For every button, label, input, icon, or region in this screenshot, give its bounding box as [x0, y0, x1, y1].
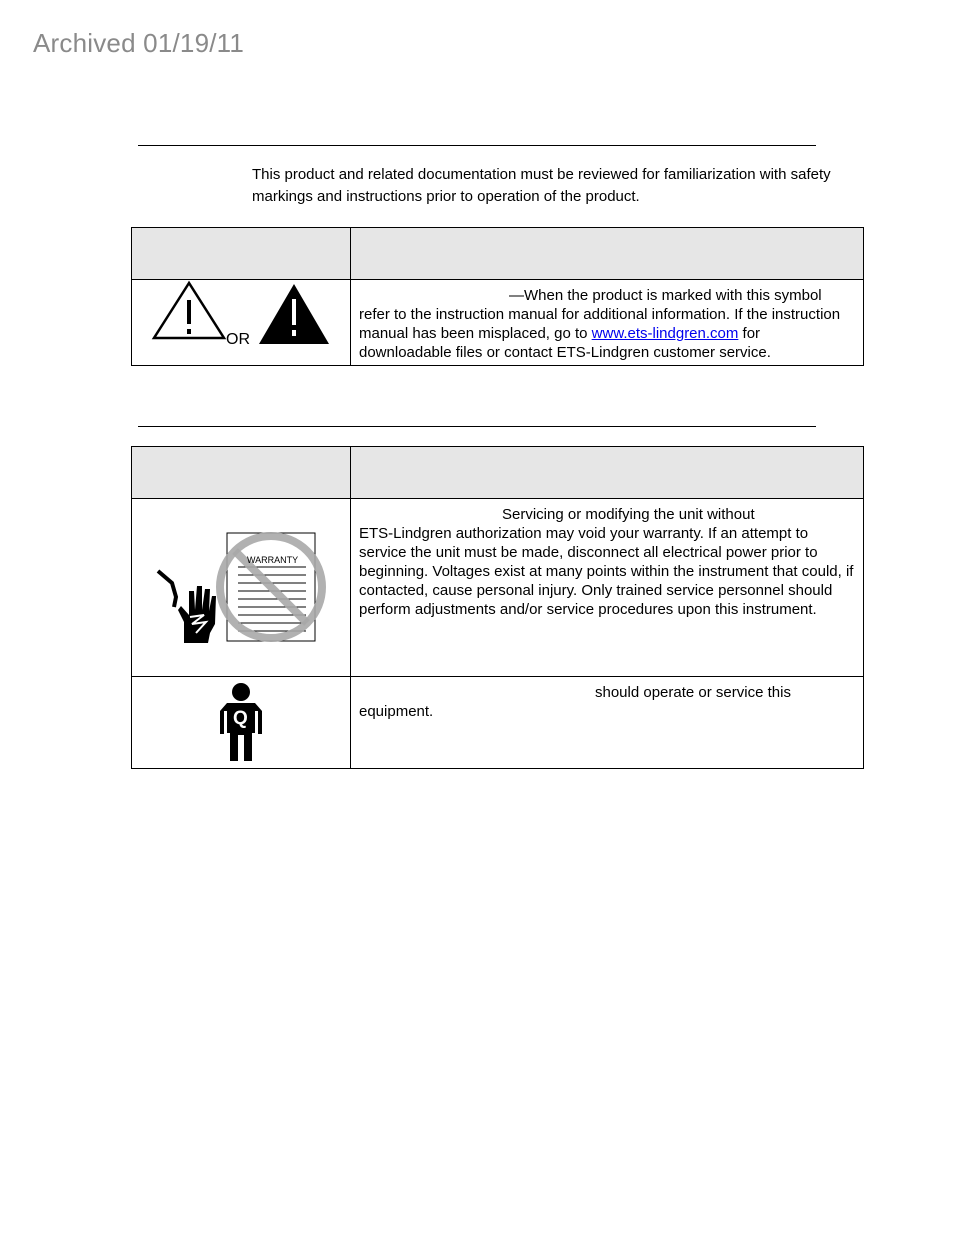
section-rule-middle — [138, 426, 816, 427]
attention-symbols — [132, 280, 350, 362]
caution-outline-icon — [154, 283, 224, 338]
header-cell-description — [351, 228, 864, 280]
section-rule-top — [138, 145, 816, 146]
attention-description-end: for downloadable files or contact ETS-Lindgren customer service. — [359, 325, 771, 361]
header-cell-symbol — [132, 447, 351, 499]
attention-description: —When the product is marked with this symbol refer to the instruction manual for additional information. If the instruction manual has been misplaced, go to — [359, 287, 841, 342]
qualified-description-line1: should operate or service this — [595, 684, 791, 701]
warranty-label: WARRANTY — [247, 555, 299, 565]
table-header-row — [132, 447, 864, 499]
header-cell-description — [351, 447, 864, 499]
symbol-cell — [132, 499, 351, 677]
shock-warranty-symbols — [132, 499, 350, 676]
qualified-description-end: equipment. — [359, 703, 434, 720]
description-cell — [351, 280, 864, 366]
header-cell-symbol — [132, 228, 351, 280]
table-row — [132, 280, 864, 366]
table-row — [132, 677, 864, 769]
archived-watermark: Archived 01/19/11 — [33, 28, 245, 58]
caution-filled-icon — [259, 284, 329, 344]
description-cell — [351, 677, 864, 769]
warranty-warning-line1: Servicing or modifying the unit without — [502, 506, 755, 523]
qualified-letter: Q — [233, 708, 248, 729]
table-row — [132, 499, 864, 677]
intro-paragraph: This product and related documentation must be reviewed for familiarization with safety markings and instructions prior to operation of the product. — [252, 166, 831, 205]
safety-symbols-table — [131, 227, 864, 366]
description-cell — [351, 499, 864, 677]
symbol-cell — [132, 280, 351, 366]
table-header-row — [132, 228, 864, 280]
or-label: OR — [226, 331, 250, 348]
warranty-warning-text: ETS-Lindgren authorization may void your warranty. If an attempt to service the unit must be made, disconnect all electrical power prior to beginning. Voltages exist at many points within the instrument that could, if contacted, cause personal injury. Only trained service personnel should perform adjustments and/or service procedures upon this instrument. — [359, 525, 854, 618]
electric-shock-hand-icon — [158, 571, 216, 643]
ets-lindgren-link[interactable]: www.ets-lindgren.com — [591, 325, 739, 342]
warning-symbols-table — [131, 446, 864, 769]
symbol-cell — [132, 677, 351, 769]
